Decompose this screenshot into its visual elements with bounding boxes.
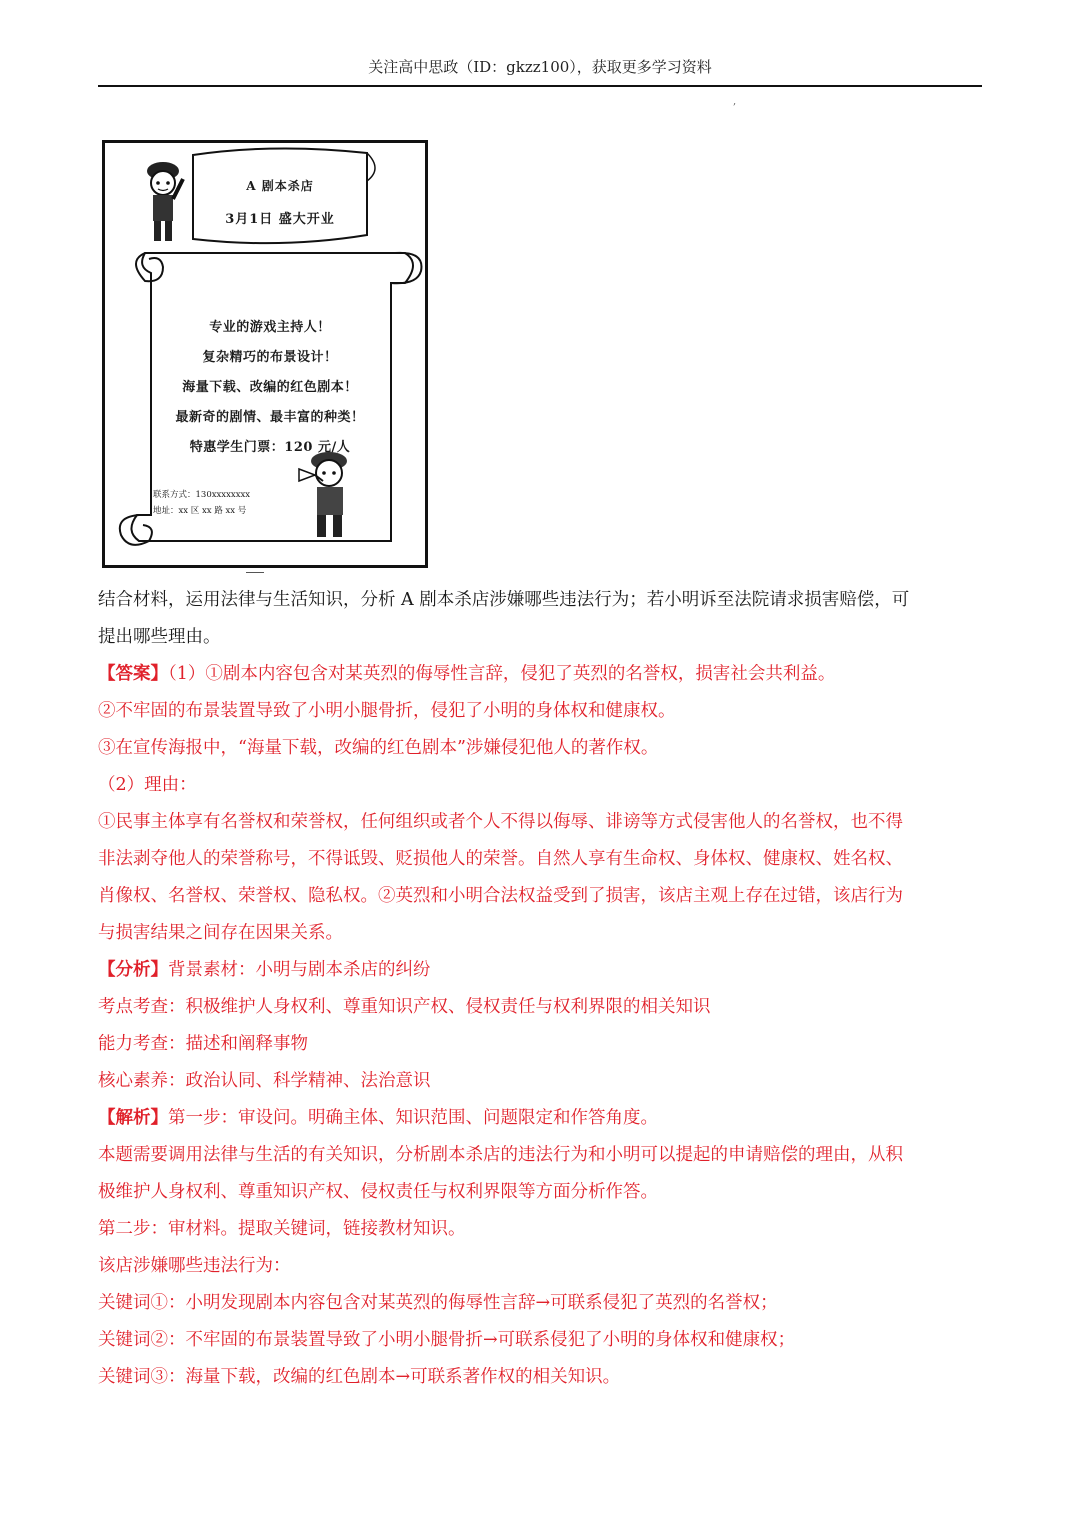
poster-phone: 联系方式：130xxxxxxxx	[153, 490, 251, 500]
answer-part1-heading	[98, 656, 982, 693]
analysis-background	[98, 952, 982, 989]
poster-ticket-price: 特惠学生门票：120 元/人	[189, 440, 351, 455]
header-divider	[98, 85, 982, 87]
scroll-top-right	[391, 253, 421, 283]
answer-item-2: ②不牢固的布景装置导致了小明小腿骨折，侵犯了小明的身体权和健康权。	[98, 701, 676, 721]
answer-item-1: ①剧本内容包含对某英烈的侮辱性言辞，侵犯了英烈的名誉权，损害社会共利益。	[205, 664, 836, 684]
explanation-body-line: 极维护人身权利、尊重知识产权、侵权责任与权利界限等方面分析作答。	[98, 1182, 658, 1202]
poster-banner-text	[195, 163, 365, 227]
analysis-ability: 能力考查：描述和阐释事物	[98, 1034, 308, 1054]
document-body	[98, 582, 982, 1396]
poster-opening-date: 3月1日 盛大开业	[225, 212, 335, 227]
poster-address: 地址：xx 区 xx 路 xx 号	[153, 506, 247, 516]
answer-part2-lead: （2）理由：	[98, 775, 197, 795]
analysis-points: 考点考查：积极维护人身权利、尊重知识产权、侵权责任与权利界限的相关知识	[98, 997, 711, 1017]
answer-reason-line: ①民事主体享有名誉权和荣誉权，任何组织或者个人不得以侮辱、诽谤等方式侵害他人的名誉权，也不得	[98, 812, 903, 832]
promo-poster	[102, 140, 428, 568]
explanation-keyword: 关键词②：不牢固的布景装置导致了小明小腿骨折→可联系侵犯了小明的身体权和健康权；	[98, 1330, 796, 1350]
poster-contact-info	[153, 487, 250, 519]
stray-mark: ,	[733, 96, 737, 107]
explanation-tag: 【解析】	[98, 1108, 168, 1128]
explanation-keyword: 关键词①：小明发现剧本内容包含对某英烈的侮辱性言辞→可联系侵犯了英烈的名誉权；	[98, 1293, 778, 1313]
question-line: 提出哪些理由。	[98, 627, 221, 647]
poster-slogan: 复杂精巧的布景设计！	[202, 350, 338, 365]
explanation-keyword: 关键词③：海量下载，改编的红色剧本→可联系著作权的相关知识。	[98, 1367, 621, 1387]
explanation-illegal-lead: 该店涉嫌哪些违法行为：	[98, 1256, 291, 1276]
answer-reason-line: 与损害结果之间存在因果关系。	[98, 923, 343, 943]
answer-tag: 【答案】	[98, 664, 168, 684]
analysis-background-text: 背景素材：小明与剧本杀店的纠纷	[168, 960, 431, 980]
answer-reason-line: 肖像权、名誉权、荣誉权、隐私权。②英烈和小明合法权益受到了损害，该店主观上存在过错，该店行为	[98, 886, 903, 906]
explanation-step1	[98, 1100, 982, 1137]
answer-part1-lead: （1）	[168, 664, 206, 684]
poster-slogan: 最新奇的剧情、最丰富的种类！	[175, 410, 365, 425]
page-header: 关注高中思政（ID：gkzz100），获取更多学习资料	[368, 58, 712, 76]
poster-slogan: 专业的游戏主持人！	[209, 320, 331, 335]
banner-curl	[367, 153, 375, 181]
scroll-top-roll	[136, 253, 163, 281]
analysis-literacy: 核心素养：政治认同、科学精神、法治意识	[98, 1071, 431, 1091]
answer-reason-line: 非法剥夺他人的荣誉称号，不得诋毁、贬损他人的荣誉。自然人享有生命权、身体权、健康权、姓名权、	[98, 849, 903, 869]
trumpet-kid-figure	[299, 452, 347, 537]
poster-underline-mark	[246, 572, 264, 573]
question-line: 结合材料，运用法律与生活知识，分析 A 剧本杀店涉嫌哪些违法行为；若小明诉至法院请求损害赔偿，可	[98, 590, 910, 610]
explanation-body-line: 本题需要调用法律与生活的有关知识，分析剧本杀店的违法行为和小明可以提起的申请赔偿的理由，从积	[98, 1145, 903, 1165]
poster-slogans	[145, 313, 395, 463]
poster-store-name: A 剧本杀店	[246, 179, 314, 193]
explanation-step1-text: 第一步：审设问。明确主体、知识范围、问题限定和作答角度。	[168, 1108, 658, 1128]
answer-item-3: ③在宣传海报中，“海量下载，改编的红色剧本”涉嫌侵犯他人的著作权。	[98, 738, 659, 758]
poster-slogan: 海量下载、改编的红色剧本！	[182, 380, 358, 395]
analysis-tag: 【分析】	[98, 960, 168, 980]
soldier-figure	[147, 162, 183, 241]
explanation-step2: 第二步：审材料。提取关键词，链接教材知识。	[98, 1219, 466, 1239]
